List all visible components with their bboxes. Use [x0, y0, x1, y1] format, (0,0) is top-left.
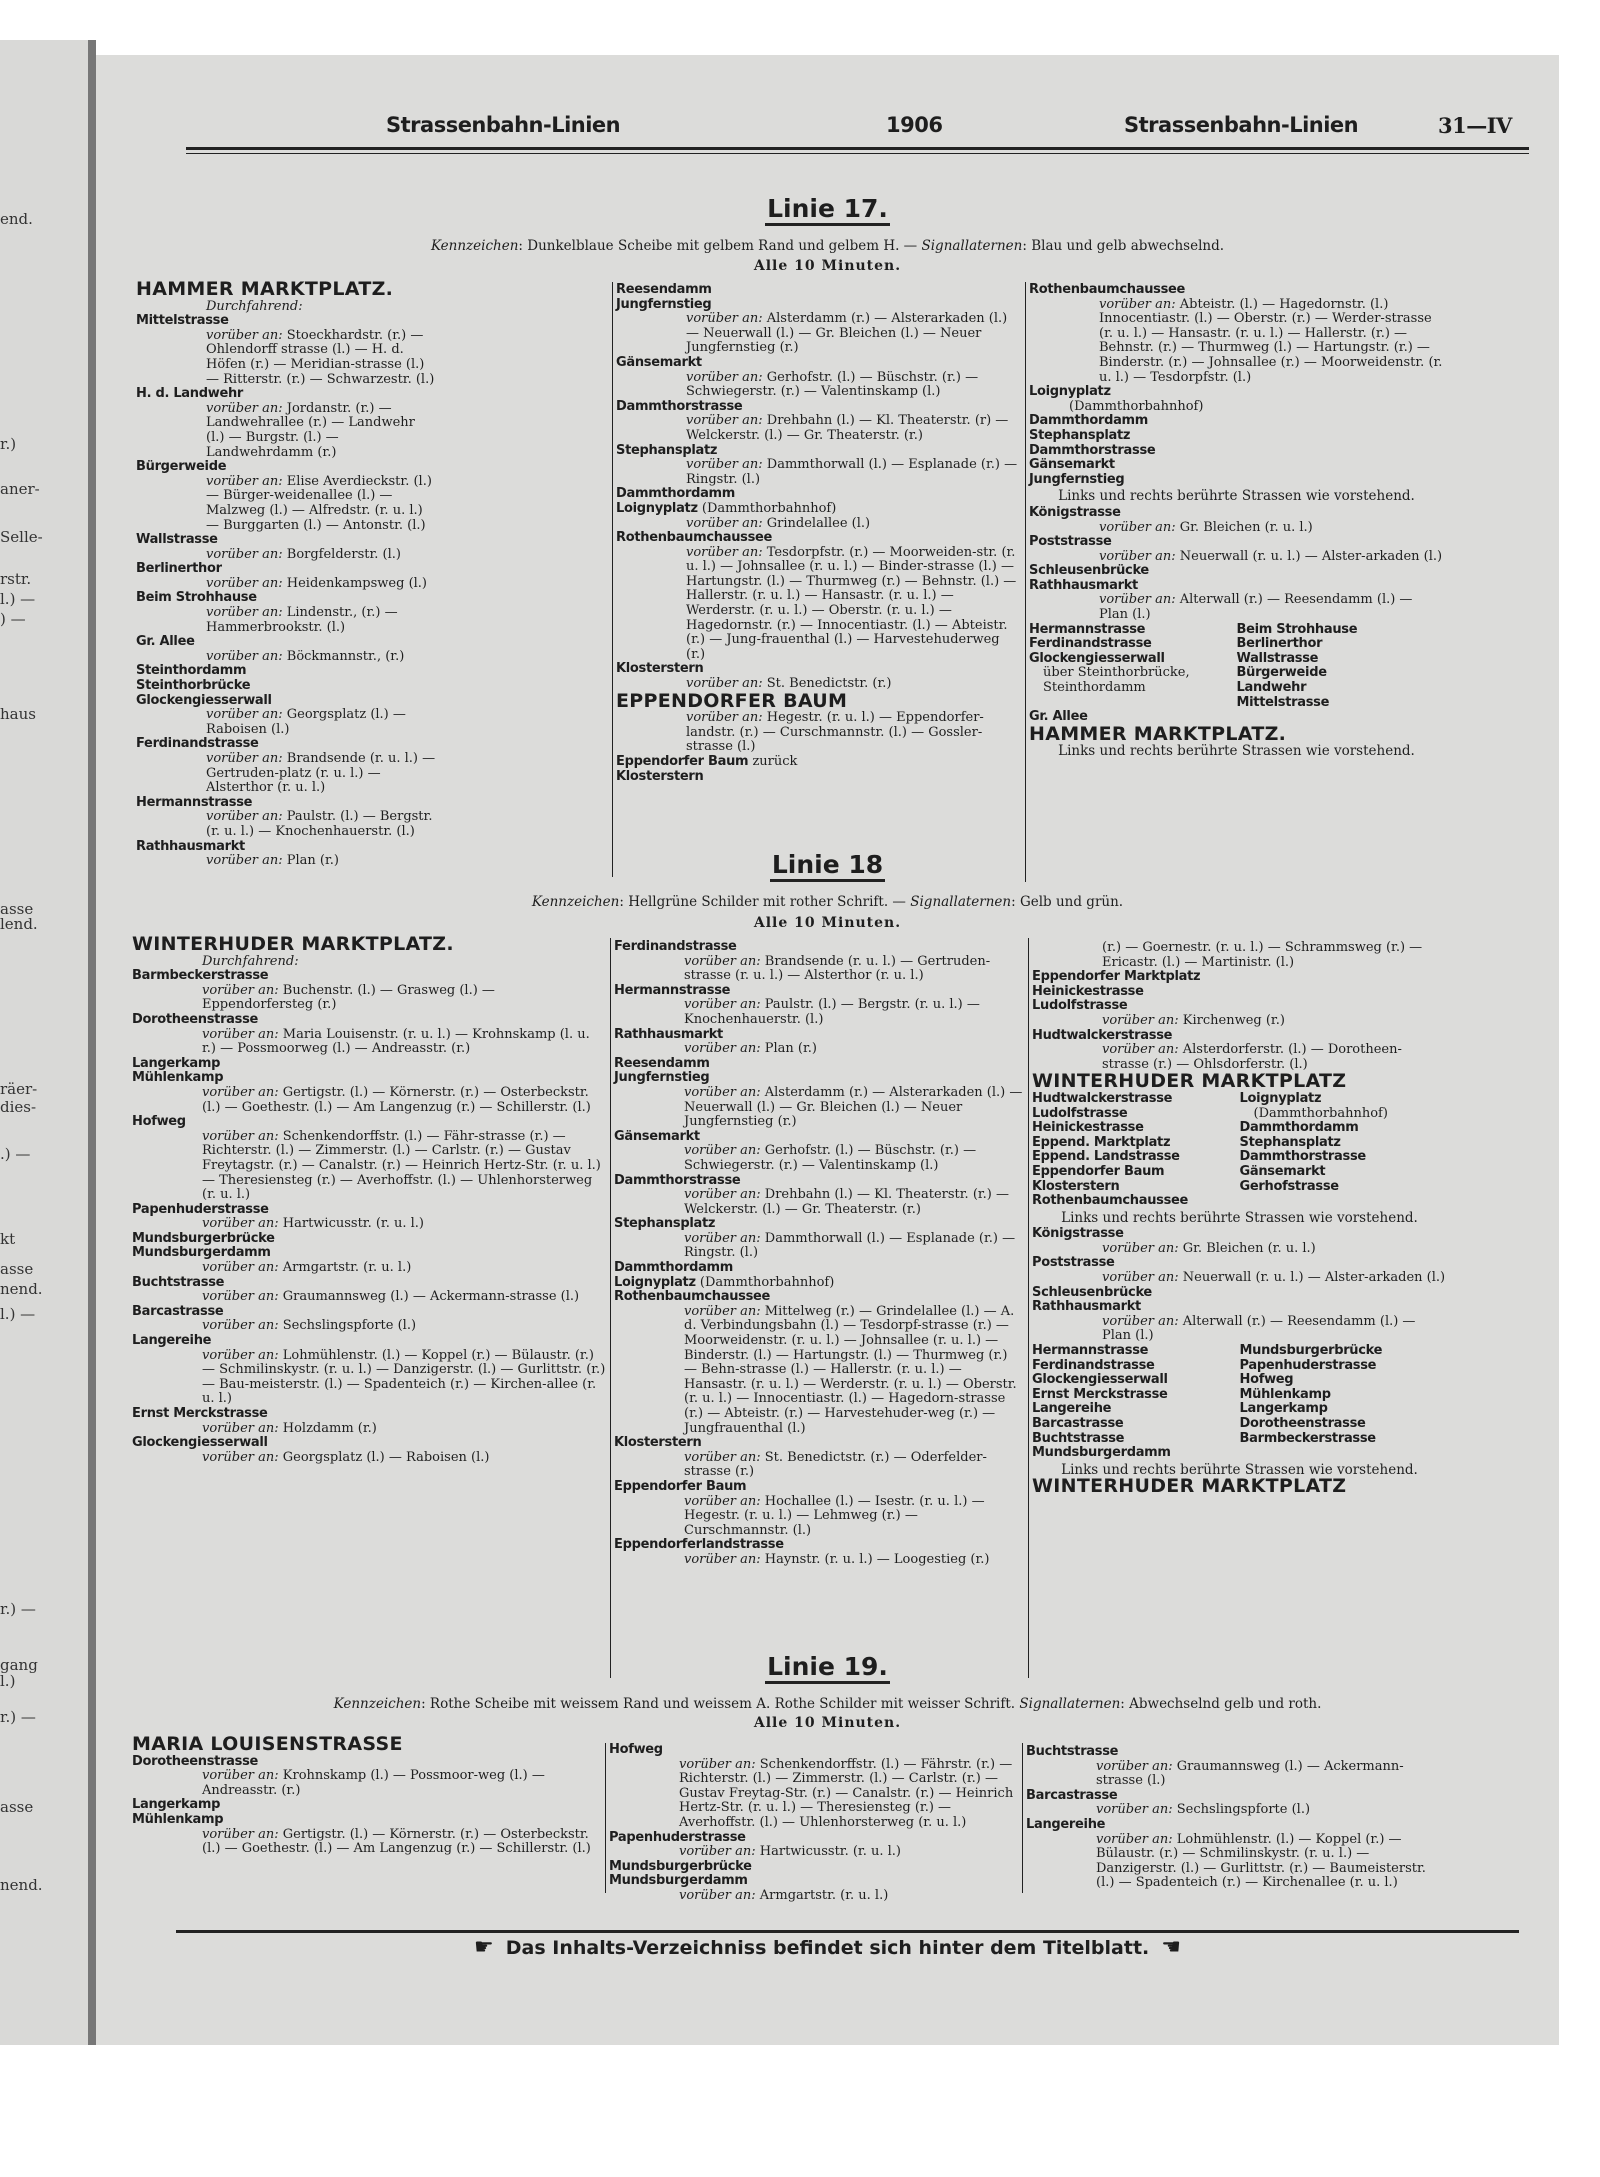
header-rule-thin	[186, 153, 1529, 154]
stop: Hermannstrasse	[614, 982, 731, 998]
stop: Dammthordamm	[616, 486, 736, 502]
stop-note: (Dammthorbahnhof)	[1253, 1105, 1388, 1121]
durchfahrend-label: Durchfahrend:	[202, 953, 299, 969]
via: vorüber an: Stoeckhardstr. (r.) — Ohlendorff strasse (l.) — H. d. Höfen (r.) — Meridian-strasse (l.) — Ritterstr. (r.) — Schwarzestr. (l.)	[206, 327, 435, 387]
stop: Wallstrasse	[1236, 650, 1319, 666]
line-18-col-2	[614, 940, 1024, 1568]
page-gutter	[88, 40, 96, 2045]
bleed-fragment: räer-	[0, 1080, 38, 1098]
stop: Ferdinandstrasse	[136, 736, 259, 752]
stop: Poststrasse	[1029, 534, 1112, 550]
stop: Gänsemarkt	[616, 354, 702, 370]
via: vorüber an: Abteistr. (l.) — Hagedornstr. (l.) Innocentiastr. (l.) — Oberstr. (r.) — Werder-strasse (r. u. l.) — Hansastr. (r. u. l.) — Hallerstr. (r.) — Behnstr. (r.) — Thurmweg (l.) — Hartungstr. (r.) — Binderstr. (r.) — Johnsallee (r.) — Moorweidenstr. (r. u. l.) — Tesdorpfstr. (l.)	[1099, 296, 1443, 385]
via: vorüber an: Holzdamm (r.)	[202, 1420, 377, 1436]
stop-line: Loignyplatz (Dammthorbahnhof)	[616, 500, 837, 516]
stop: Jungfernstieg	[1029, 471, 1125, 487]
running-head-left: Strassenbahn-Linien	[386, 113, 621, 137]
stop: Schleusenbrücke	[1029, 563, 1149, 579]
stop: Barcastrasse	[132, 1303, 224, 1319]
stop: Barmbeckerstrasse	[1239, 1430, 1376, 1446]
stop: Barmbeckerstrasse	[132, 968, 269, 984]
via: vorüber an: Plan (r.)	[206, 853, 339, 869]
bleed-fragment: l.) —	[0, 590, 36, 608]
stop: Hermannstrasse	[136, 794, 253, 810]
via: vorüber an: Lindenstr., (r.) — Hammerbrookstr. (l.)	[206, 605, 398, 635]
column-rule	[610, 938, 611, 1678]
bleed-fragment: .) —	[0, 1145, 31, 1163]
stop: Eppendorfer Baum	[1032, 1163, 1165, 1179]
via: vorüber an: Drehbahn (l.) — Kl. Theaterstr. (r) — Welckerstr. (l.) — Gr. Theaterstr. (r.)	[686, 413, 1009, 443]
via: vorüber an: Maria Louisenstr. (r. u. l.) — Krohnskamp (l. u. r.) — Possmoorweg (l.) — Andreasstr. (r.)	[202, 1026, 590, 1057]
bleed-fragment: asse	[0, 1798, 34, 1816]
stop: Gänsemarkt	[614, 1128, 700, 1144]
via: vorüber an: Alsterdamm (r.) — Alsterarkaden (l.) — Neuerwall (l.) — Gr. Bleichen (l.) — Neuer Jungfernstieg (r.)	[686, 311, 1008, 356]
stop: Langereihe	[1026, 1816, 1106, 1832]
stop: Mittelstrasse	[136, 313, 229, 329]
via: vorüber an: Plan (r.)	[684, 1041, 817, 1057]
line-17-title: Linie 17.	[96, 194, 1559, 223]
bleed-fragment: kt	[0, 1230, 16, 1248]
pointing-hand-left-icon: ☚	[1161, 1935, 1181, 1960]
stop: Hudtwalckerstrasse	[1032, 1027, 1173, 1043]
via: vorüber an: Georgsplatz (l.) — Raboisen (l.)	[202, 1449, 490, 1465]
bleed-fragment: ) —	[0, 610, 26, 628]
stop: Mittelstrasse	[1236, 694, 1330, 710]
stop: Hofweg	[609, 1742, 663, 1757]
stop: Beim Strohhause	[1236, 621, 1358, 637]
column-rule	[612, 282, 613, 877]
bleed-fragment: l.) —	[0, 1305, 36, 1323]
via: vorüber an: Schenkendorffstr. (l.) — Fähr-strasse (r.) — Richterstr. (l.) — Zimmerstr. (l.) — Carlstr. (r.) — Gustav Freytagstr. (r.) — Canalstr. (r.) — Heinrich Hertz-Str. (r. u. l.) — Theresiensteg (r.) — Averhoffstr. (l.) — Uhlenhorsterweg (r. u. l.)	[202, 1128, 601, 1203]
stop: Bürgerweide	[136, 459, 227, 475]
line-19-title: Linie 19.	[96, 1652, 1559, 1681]
note: Links und rechts berührte Strassen wie vorstehend.	[1061, 1461, 1418, 1478]
stop: Reesendamm	[616, 282, 712, 297]
stop: Königstrasse	[1029, 504, 1121, 520]
stop: Beim Strohhause	[136, 590, 257, 606]
line-19-col-3	[1026, 1745, 1441, 1891]
stop: Glockengiesserwall	[132, 1435, 268, 1451]
bleed-fragment: Selle-	[0, 528, 43, 546]
stop: Klosterstern	[614, 1435, 702, 1451]
footer-rule	[176, 1930, 1519, 1933]
stop: Buchtstrasse	[132, 1274, 225, 1290]
stop: Rothenbaumchaussee	[1029, 282, 1186, 297]
stop: Eppend. Landstrasse	[1032, 1149, 1180, 1165]
line-19-col-1	[132, 1735, 602, 1857]
stop: Ernst Merckstrasse	[132, 1406, 268, 1421]
via: vorüber an: Grindelallee (l.)	[686, 515, 871, 531]
stop: Papenhuderstrasse	[132, 1201, 269, 1217]
column-rule	[1022, 1743, 1023, 1893]
stop-line: Eppendorfer Baum zurück	[616, 754, 798, 769]
terminus: WINTERHUDER MARKTPLATZ	[1032, 1070, 1347, 1093]
stop: Barcastrasse	[1026, 1787, 1118, 1803]
via: vorüber an: Gerhofstr. (l.) — Büschstr. (r.) — Schwiegerstr. (r.) — Valentinskamp (l.)	[684, 1143, 977, 1173]
stop: Loignyplatz	[1029, 384, 1111, 400]
via: vorüber an: Paulstr. (l.) — Bergstr. (r. u. l.) — Knochenhauerstr. (l.)	[684, 997, 980, 1027]
stop: Stephansplatz	[1239, 1134, 1341, 1150]
via: vorüber an: Dammthorwall (l.) — Esplanade (r.) — Ringstr. (l.)	[686, 457, 1018, 487]
via: vorüber an: Kirchenweg (r.)	[1102, 1012, 1285, 1028]
terminus: MARIA LOUISENSTRASSE	[132, 1733, 403, 1755]
stop: Ludolfstrasse	[1032, 1105, 1128, 1121]
stop: Jungfernstieg	[614, 1070, 710, 1086]
stop: Langereihe	[1032, 1401, 1112, 1417]
stop: Glockengiesserwall	[1032, 1372, 1168, 1388]
stop: Gr. Allee	[1029, 709, 1088, 725]
stop-pairs	[1032, 1344, 1447, 1461]
line-19-markings: Kennzeichen: Rothe Scheibe mit weissem Rand und weissem A. Rothe Schilder mit weisser Schrift. Signallaternen: Abwechselnd gelb und roth.	[333, 1696, 1322, 1712]
line-17-col-1	[136, 280, 436, 869]
via: vorüber an: Graumannsweg (l.) — Ackermann-strasse (l.)	[202, 1289, 580, 1305]
via: vorüber an: Buchenstr. (l.) — Grasweg (l.) — Eppendorfersteg (r.)	[202, 982, 495, 1013]
stop-pairs	[1032, 1092, 1447, 1209]
via: vorüber an: Tesdorpfstr. (r.) — Moorweiden-str. (r. u. l.) — Johnsallee (r. u. l.) — Binder-strasse (l.) — Hartungstr. (l.) — Thurmweg (r.) — Behnstr. (l.) — Hallerstr. (r. u. l.) — Hansastr. (r. u. l.) — Werderstr. (r. u. l.) — Oberstr. (r. u. l.) — Hagedornstr. (r.) — Innocentiastr. (l.) — Abteistr. (r.) — Jung-frauenthal (l.) — Harvestehuderweg (r.)	[686, 544, 1017, 662]
bleed-fragment: dies-	[0, 1098, 37, 1116]
stop: Dammthorstrasse	[616, 398, 743, 414]
stop: Heinickestrasse	[1032, 983, 1144, 999]
stop-line: Loignyplatz (Dammthorbahnhof)	[614, 1274, 835, 1290]
via: vorüber an: Armgartstr. (r. u. l.)	[679, 1887, 889, 1903]
via: vorüber an: Gertigstr. (l.) — Körnerstr. (r.) — Osterbeckstr. (l.) — Goethestr. (l.) — Am Langenzug (r.) — Schillerstr. (l.)	[202, 1084, 591, 1115]
stop: Reesendamm	[614, 1055, 710, 1071]
running-head	[186, 113, 1529, 143]
bleed-fragment: nend.	[0, 1280, 43, 1298]
column-rule	[1028, 938, 1029, 1678]
stop: Dorotheenstrasse	[132, 1011, 259, 1027]
stop: Jungfernstieg	[616, 296, 712, 312]
stop: Landwehr	[1236, 680, 1307, 696]
stop: Mühlenkamp	[1239, 1386, 1331, 1402]
terminus: WINTERHUDER MARKTPLATZ	[1032, 1475, 1347, 1498]
line-19-col-2	[609, 1743, 1019, 1904]
stop: Barcastrasse	[1032, 1416, 1124, 1431]
stop: Mundsburgerdamm	[1032, 1445, 1171, 1461]
via: vorüber an: Lohmühlenstr. (l.) — Koppel (r.) — Bülaustr. (r.) — Schmilinskystr. (r. u. l.) — Danzigerstr. (l.) — Gurlittstr. (r.) — Baumeisterstr. (l.) — Spadenteich (r.) — Kirchenallee (r. u. l.)	[1096, 1831, 1426, 1891]
stop: Gänsemarkt	[1029, 457, 1115, 473]
page-number: 31—IV	[1438, 113, 1512, 138]
via: vorüber an: Gerhofstr. (l.) — Büschstr. (r.) — Schwiegerstr. (r.) — Valentinskamp (l.)	[686, 369, 979, 400]
stop: Eppend. Marktplatz	[1032, 1134, 1171, 1150]
stop: H. d. Landwehr	[136, 386, 244, 402]
bleed-fragment: asse	[0, 1260, 34, 1278]
stop-pairs	[1029, 623, 1444, 711]
stop: Stephansplatz	[1029, 427, 1131, 443]
stop: Gänsemarkt	[1239, 1163, 1326, 1179]
line-18-markings: Kennzeichen: Hellgrüne Schilder mit rother Schrift. — Signallaternen: Gelb und grün.	[531, 894, 1124, 910]
pointing-hand-right-icon: ☛	[474, 1935, 494, 1960]
stop: Dammthorstrasse	[1239, 1149, 1366, 1165]
stop: Schleusenbrücke	[1032, 1284, 1152, 1300]
via: vorüber an: Lohmühlenstr. (l.) — Koppel (r.) — Bülaustr. (r.) — Schmilinskystr. (r. u. l.) — Danzigerstr. (l.) — Gurlittstr. (r.) — Bau-meisterstr. (l.) — Spadenteich (r.) — Kirchen-allee (r. u. l.)	[202, 1347, 606, 1407]
stop: Gerhofstrasse	[1239, 1178, 1339, 1194]
stop: Langerkamp	[1239, 1401, 1328, 1417]
stop: Papenhuderstrasse	[609, 1829, 746, 1845]
stop: Dorotheenstrasse	[132, 1753, 259, 1769]
stop: Hudtwalckerstrasse	[1032, 1090, 1173, 1106]
stop: Mühlenkamp	[132, 1070, 224, 1086]
via: vorüber an: Alsterdorferstr. (l.) — Dorotheen-strasse (r.) — Ohlsdorferstr. (l.)	[1102, 1042, 1402, 1072]
via: vorüber an: Drehbahn (l.) — Kl. Theaterstr. (r.) — Welckerstr. (l.) — Gr. Theaterstr. (r.)	[684, 1187, 1010, 1217]
stop: Mundsburgerdamm	[609, 1873, 748, 1889]
stop: Ferdinandstrasse	[614, 939, 737, 954]
via: vorüber an: Hochallee (l.) — Isestr. (r. u. l.) — Hegestr. (r. u. l.) — Lehmweg (r.) — Curschmannstr. (l.)	[684, 1493, 985, 1538]
bleed-fragment: lend.	[0, 915, 38, 933]
line-17-markings: Kennzeichen: Dunkelblaue Scheibe mit gelbem Rand und gelbem H. — Signallaternen: Blau und gelb abwechselnd.	[430, 238, 1225, 254]
stop: Stephansplatz	[614, 1216, 716, 1232]
stop: Ferdinandstrasse	[1029, 636, 1152, 652]
bleed-fragment: gang	[0, 1656, 38, 1674]
via: vorüber an: Gr. Bleichen (r. u. l.)	[1099, 519, 1313, 535]
stop: Hofweg	[132, 1114, 186, 1130]
terminus: EPPENDORFER BAUM	[616, 689, 848, 712]
stop: Glockengiesserwall	[136, 692, 272, 708]
stop: Hermannstrasse	[1032, 1343, 1149, 1359]
stop: Hermannstrasse	[1029, 621, 1146, 637]
via: vorüber an: Gertigstr. (l.) — Körnerstr. (r.) — Osterbeckstr. (l.) — Goethestr. (l.) — Am Langenzug (r.) — Schillerstr. (l.)	[202, 1826, 591, 1857]
footer-note: ☛ Das Inhalts-Verzeichniss befindet sich hinter dem Titelblatt. ☚	[474, 1935, 1181, 1960]
note: Links und rechts berührte Strassen wie vorstehend.	[1061, 1209, 1418, 1226]
via: vorüber an: Krohnskamp (l.) — Possmoor-weg (l.) — Andreasstr. (r.)	[202, 1768, 545, 1798]
via: vorüber an: Elise Averdieckstr. (l.) — Bürger-weidenallee (l.) — Malzweg (l.) — Alfredstr. (r. u. l.) — Burggarten (l.) — Antonstr. (l.)	[206, 473, 432, 533]
via: vorüber an: Graumannsweg (l.) — Ackermann-strasse (l.)	[1096, 1758, 1404, 1789]
column-rule	[1025, 282, 1026, 882]
via: vorüber an: St. Benedictstr. (r.) — Oderfelder-strasse (r.)	[684, 1449, 987, 1480]
column-rule	[605, 1743, 606, 1893]
stop: Mundsburgerbrücke	[1239, 1343, 1383, 1359]
stop: Rathhausmarkt	[1032, 1299, 1141, 1315]
stop: Rathhausmarkt	[136, 838, 245, 854]
via: vorüber an: Alsterdamm (r.) — Alsterarkaden (l.) — Neuerwall (l.) — Gr. Bleichen (l.) — Neuer Jungfernstieg (r.)	[684, 1084, 1023, 1130]
via: vorüber an: Mittelweg (r.) — Grindelallee (l.) — A. d. Verbindungsbahn (l.) — Tesdorpf-strasse (r.) — Moorweidenstr. (r. u. l.) — Johnsallee (r. u. l.) — Binderstr. (l.) — Hartungstr. (l.) — Thurmweg (r.) — Behn-strasse (l.) — Hallerstr. (r. u. l.) — Hansastr. (r. u. l.) — Werderstr. (r. u. l.) — Oberstr. (r. u. l.) — Innocentiastr. (l.) — Hagedorn-strasse (r.) — Abteistr. (r.) — Harvestehuder-weg (r.) — Jungfrauenthal (l.)	[684, 1303, 1017, 1436]
stop: Dammthordamm	[1239, 1120, 1359, 1136]
stop: Eppendorferlandstrasse	[614, 1537, 784, 1553]
stop: Rothenbaumchaussee	[616, 530, 773, 546]
via: vorüber an: Paulstr. (l.) — Bergstr. (r. u. l.) — Knochenhauerstr. (l.)	[206, 809, 433, 839]
via: vorüber an: Neuerwall (r. u. l.) — Alster-arkaden (l.)	[1102, 1270, 1446, 1286]
via: vorüber an: Sechslingspforte (l.)	[202, 1318, 417, 1334]
stop: Langereihe	[132, 1333, 212, 1349]
terminus: HAMMER MARKTPLATZ.	[1029, 722, 1287, 745]
stop: Langerkamp	[132, 1797, 221, 1813]
via: vorüber an: Georgsplatz (l.) — Raboisen (l.)	[206, 707, 406, 737]
stop: Mühlenkamp	[132, 1811, 224, 1827]
via-continued: (r.) — Goernestr. (r. u. l.) — Schrammsweg (r.) — Ericastr. (l.) — Martinistr. (l.)	[1102, 940, 1423, 970]
terminus: WINTERHUDER MARKTPLATZ.	[132, 933, 454, 955]
stop: Berlinerthor	[136, 561, 222, 577]
via: vorüber an: St. Benedictstr. (r.)	[686, 676, 892, 692]
stop: Loignyplatz	[1239, 1090, 1322, 1106]
stop: Klosterstern	[616, 661, 704, 677]
stop: Gr. Allee	[136, 634, 195, 650]
stop: Mundsburgerbrücke	[609, 1858, 752, 1874]
stop: Poststrasse	[1032, 1255, 1115, 1271]
stop: Buchtstrasse	[1026, 1744, 1119, 1759]
stop: Hofweg	[1239, 1372, 1294, 1388]
line-17-frequency: Alle 10 Minuten.	[753, 258, 902, 274]
via: vorüber an: Schenkendorffstr. (l.) — Fährstr. (r.) — Richterstr. (l.) — Zimmerstr. (l.) — Carlstr. (r.) — Gustav Freytag-Str. (r.) — Canalstr. (r.) — Heinrich Hertz-Str. (r. u. l.) — Theresiensteg (r.) — Averhoffstr. (l.) — Uhlenhorsterweg (r. u. l.)	[679, 1756, 1014, 1830]
note: Links und rechts berührte Strassen wie vorstehend.	[1058, 488, 1415, 505]
durchfahrend-label: Durchfahrend:	[206, 298, 303, 314]
via: vorüber an: Borgfelderstr. (l.)	[206, 546, 401, 562]
bleed-fragment: haus	[0, 705, 36, 723]
bleed-fragment: asse	[0, 900, 34, 918]
via: vorüber an: Hegestr. (r. u. l.) — Eppendorfer-landstr. (r.) — Curschmannstr. (l.) — Gossler-strasse (l.)	[686, 710, 984, 755]
stop-note: (Dammthorbahnhof)	[1069, 398, 1204, 414]
stop: Bürgerweide	[1236, 665, 1327, 681]
via: vorüber an: Hartwicusstr. (r. u. l.)	[202, 1216, 424, 1232]
via: vorüber an: Dammthorwall (l.) — Esplanade (r.) — Ringstr. (l.)	[684, 1230, 1016, 1261]
via: vorüber an: Brandsende (r. u. l.) — Gertruden-strasse (r. u. l.) — Alsterthor (r. u. l.)	[684, 953, 991, 984]
stop: Dammthorstrasse	[614, 1172, 741, 1188]
bleed-fragment: r.)	[0, 435, 17, 453]
line-17-col-3	[1029, 283, 1444, 761]
via: vorüber an: Neuerwall (r. u. l.) — Alster-arkaden (l.)	[1099, 548, 1443, 564]
via: vorüber an: Heidenkampsweg (l.)	[206, 575, 427, 591]
stop: Heinickestrasse	[1032, 1120, 1144, 1136]
bleed-fragment: aner-	[0, 480, 40, 498]
year: 1906	[886, 113, 943, 137]
stop: Wallstrasse	[136, 532, 218, 548]
bleed-fragment: end.	[0, 210, 33, 228]
terminus: HAMMER MARKTPLATZ.	[136, 278, 394, 300]
stop: Eppendorfer Baum	[614, 1478, 747, 1494]
stop: Rathhausmarkt	[614, 1026, 723, 1042]
stop: Buchtstrasse	[1032, 1430, 1125, 1446]
via: vorüber an: Haynstr. (r. u. l.) — Loogestieg (r.)	[684, 1551, 990, 1567]
stop: Mundsburgerdamm	[132, 1245, 271, 1261]
stop: Langerkamp	[132, 1055, 221, 1071]
via: vorüber an: Sechslingspforte (l.)	[1096, 1802, 1311, 1818]
stop: Klosterstern	[1032, 1178, 1120, 1194]
stop: Klosterstern	[616, 768, 704, 784]
via: vorüber an: Gr. Bleichen (r. u. l.)	[1102, 1240, 1316, 1256]
note: Links und rechts berührte Strassen wie vorstehend.	[1058, 743, 1415, 760]
stop-note: über Steinthorbrücke, Steinthordamm	[1043, 665, 1190, 696]
via: vorüber an: Hartwicusstr. (r. u. l.)	[679, 1844, 901, 1860]
bleed-fragment: r.) —	[0, 1600, 36, 1618]
previous-page-edge	[0, 40, 96, 2045]
stop: Rothenbaumchaussee	[1032, 1193, 1189, 1209]
bleed-fragment: rstr.	[0, 570, 32, 588]
stop: Papenhuderstrasse	[1239, 1357, 1377, 1373]
running-head-right: Strassenbahn-Linien	[1124, 113, 1359, 137]
via: vorüber an: Jordanstr. (r.) — Landwehrallee (r.) — Landwehr (l.) — Burgstr. (l.) — Landwehrdamm (r.)	[206, 400, 415, 460]
via: vorüber an: Brandsende (r. u. l.) — Gertruden-platz (r. u. l.) — Alsterthor (r. u. l.)	[206, 751, 436, 796]
directory-page	[96, 55, 1559, 2045]
via: vorüber an: Alterwall (r.) — Reesendamm (l.) — Plan (l.)	[1102, 1313, 1416, 1344]
via: vorüber an: Armgartstr. (r. u. l.)	[202, 1260, 412, 1276]
bleed-fragment: l.)	[0, 1672, 16, 1690]
line-18-col-1	[132, 935, 607, 1465]
stop: Dammthorstrasse	[1029, 442, 1156, 458]
stop: Mundsburgerbrücke	[132, 1230, 275, 1246]
stop: Ludolfstrasse	[1032, 998, 1128, 1014]
line-18-col-3	[1032, 941, 1447, 1497]
via: vorüber an: Böckmannstr., (r.)	[206, 648, 405, 664]
stop: Rathhausmarkt	[1029, 577, 1138, 593]
bleed-fragment: nend.	[0, 1876, 43, 1894]
stop: Rothenbaumchaussee	[614, 1289, 771, 1305]
line-19-frequency: Alle 10 Minuten.	[753, 1715, 902, 1731]
stop: Dammthordamm	[1029, 413, 1149, 429]
stop: Berlinerthor	[1236, 636, 1323, 652]
bleed-fragment: r.) —	[0, 1708, 36, 1726]
stop: Königstrasse	[1032, 1226, 1124, 1242]
stop: Dammthordamm	[614, 1260, 734, 1276]
line-18-title: Linie 18	[96, 850, 1559, 879]
line-17-col-2	[616, 283, 1021, 784]
stop: Eppendorfer Marktplatz	[1032, 969, 1201, 985]
stop: Dorotheenstrasse	[1239, 1416, 1366, 1431]
header-rule	[186, 147, 1529, 150]
line-18-frequency: Alle 10 Minuten.	[753, 915, 902, 931]
via: vorüber an: Alterwall (r.) — Reesendamm (l.) — Plan (l.)	[1099, 592, 1413, 623]
stop: Stephansplatz	[616, 442, 718, 458]
stop: Steinthordamm	[136, 663, 247, 679]
stop: Ernst Merckstrasse	[1032, 1386, 1168, 1402]
stop: Ferdinandstrasse	[1032, 1357, 1155, 1373]
stop: Glockengiesserwall	[1029, 650, 1165, 666]
stop: Steinthorbrücke	[136, 678, 251, 694]
